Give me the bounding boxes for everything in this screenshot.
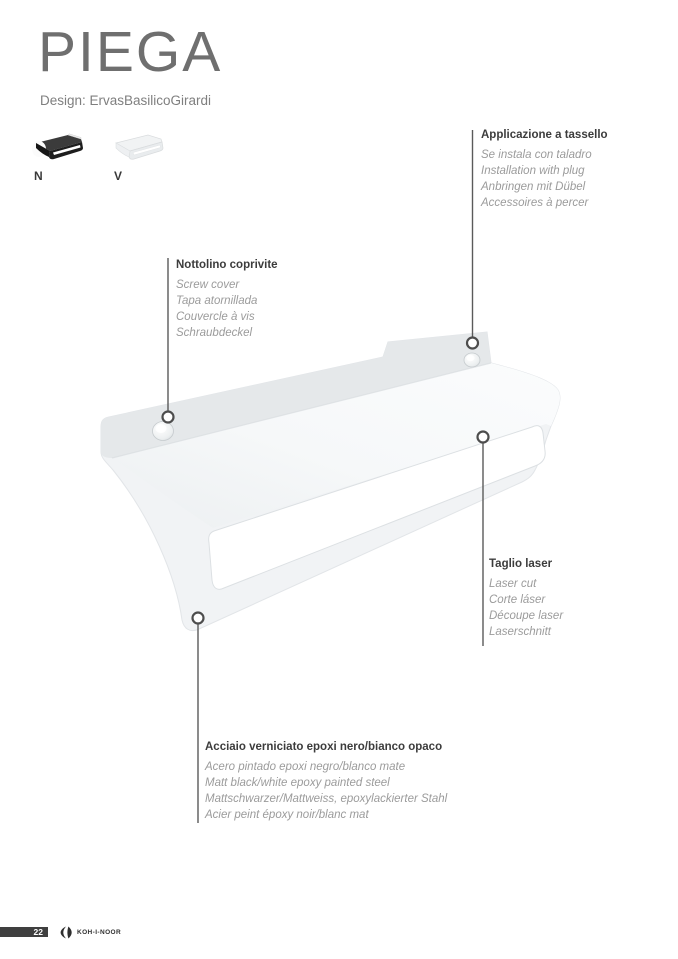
annotation-steel-finish-en: Matt black/white epoxy painted steel: [205, 777, 390, 789]
annotation-laser-cut-de: Laserschnitt: [489, 626, 552, 638]
annotation-steel-finish: [205, 741, 447, 823]
designer-credit: Design: ErvasBasilicoGirardi: [40, 93, 212, 108]
callout-circle-laser-cut: [478, 432, 489, 443]
screw-cover-right: [464, 353, 480, 367]
annotation-laser-cut-en: Laser cut: [489, 578, 537, 590]
annotation-laser-cut-title: Taglio laser: [489, 558, 553, 570]
callout-circle-screw-cover: [163, 412, 174, 423]
callout-circle-steel: [193, 613, 204, 624]
brand-name: KOH-I-NOOR: [77, 928, 122, 936]
annotation-steel-finish-de: Mattschwarzer/Mattweiss, epoxylackierter Stahl: [205, 793, 448, 805]
annotation-plug-en: Installation with plug: [481, 165, 585, 177]
annotation-screw-cover-en: Screw cover: [176, 279, 240, 291]
annotation-steel-finish-fr: Acier peint époxy noir/blanc mat: [205, 809, 369, 821]
annotation-screw-cover: [176, 259, 278, 341]
annotation-laser-cut-fr: Découpe laser: [489, 610, 564, 622]
annotation-steel-finish-es: Acero pintado epoxi negro/blanco mate: [205, 761, 406, 773]
variant-black-code: N: [34, 169, 43, 183]
annotation-screw-cover-fr: Couvercle à vis: [176, 311, 255, 323]
callout-circle-plug: [467, 338, 478, 349]
annotation-screw-cover-de: Schraubdeckel: [176, 327, 253, 339]
annotation-plug-es: Se instala con taladro: [481, 149, 592, 161]
koh-i-noor-logo-icon: [60, 926, 73, 939]
brand-logo: [60, 925, 121, 939]
annotation-screw-cover-title: Nottolino coprivite: [176, 259, 278, 271]
annotation-plug: [481, 129, 608, 211]
annotation-screw-cover-es: Tapa atornillada: [176, 295, 258, 307]
variant-white-code: V: [114, 169, 123, 183]
page-number-badge: 22: [0, 927, 48, 937]
annotation-laser-cut-es: Corte láser: [489, 594, 546, 606]
screw-cover-left: [153, 422, 174, 441]
annotation-laser-cut: [489, 558, 563, 640]
annotation-steel-finish-title: Acciaio verniciato epoxi nero/bianco opaco: [205, 741, 443, 753]
annotation-plug-fr: Accessoires à percer: [481, 197, 589, 209]
annotation-plug-title: Applicazione a tassello: [481, 129, 608, 141]
annotation-plug-de: Anbringen mit Dübel: [481, 181, 586, 193]
page-title: PIEGA: [38, 20, 223, 84]
